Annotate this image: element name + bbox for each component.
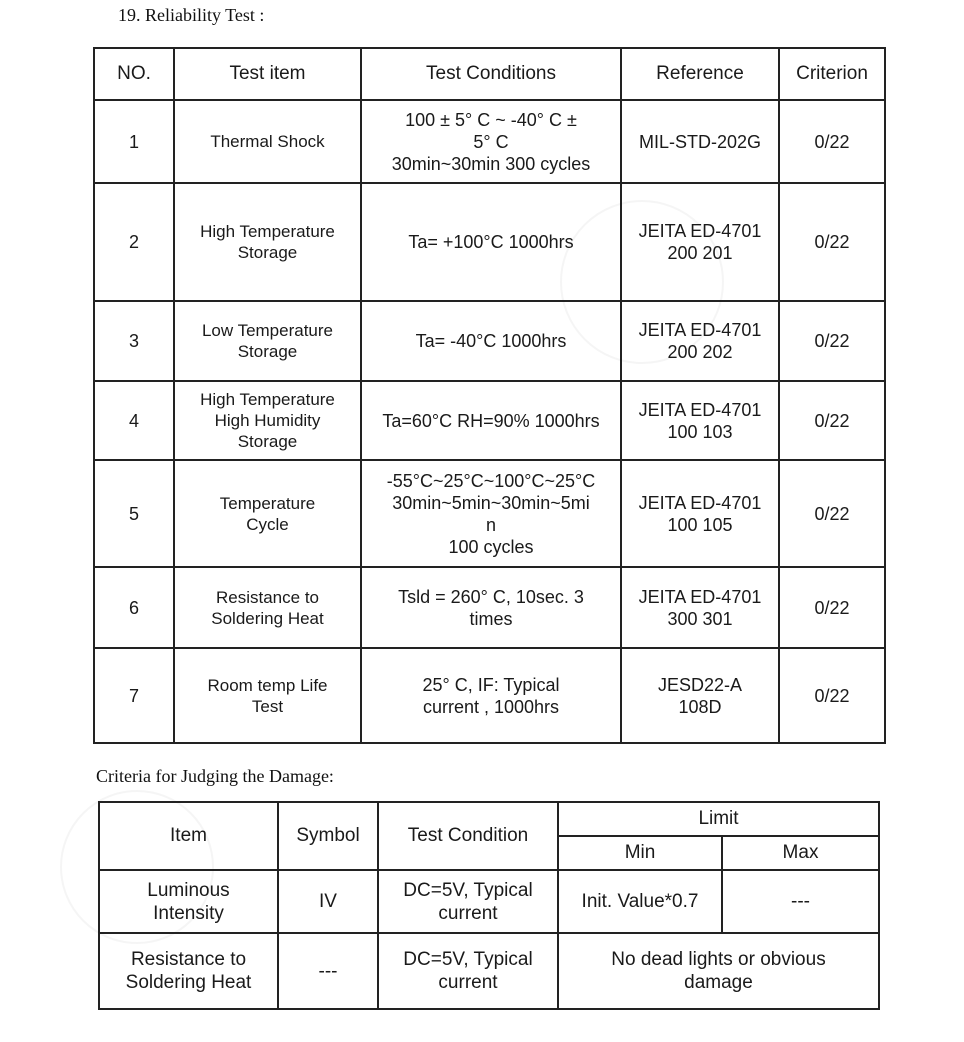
header-limit: Limit (558, 802, 879, 836)
table-row (99, 933, 879, 1009)
reference-cell (621, 100, 779, 183)
test-item-cell (174, 567, 361, 648)
criterion-cell: 0/22 (779, 183, 885, 301)
test-item-cell-line: High Temperature (200, 390, 335, 409)
test-conditions-cell-line: Tsld = 260° C, 10sec. 3 (398, 586, 584, 607)
table-row (94, 183, 885, 301)
test-item-cell-line: Storage (237, 342, 298, 361)
criteria-item-cell (99, 870, 278, 933)
reference-cell-line: 200 202 (667, 342, 733, 362)
row-number: 1 (94, 100, 174, 183)
limit-merged-cell (558, 933, 879, 1009)
table-row (94, 648, 885, 743)
reference-cell-line: 200 201 (667, 243, 733, 263)
table-row (94, 567, 885, 648)
header-no: NO. (94, 48, 174, 100)
reference-cell-line: JEITA ED-4701 (638, 492, 762, 513)
test-item-cell (174, 381, 361, 460)
row-number: 3 (94, 301, 174, 381)
test-item-cell-line: Low Temperature (201, 321, 334, 340)
criteria-item-cell-line: Intensity (153, 902, 224, 924)
test-conditions-cell (361, 301, 621, 381)
table-row (99, 870, 879, 933)
header-reference: Reference (621, 48, 779, 100)
criteria-item-cell (99, 933, 278, 1009)
reference-cell-line: JEITA ED-4701 (638, 399, 762, 420)
section-title: 19. Reliability Test : (118, 5, 265, 25)
header-item: Item (99, 802, 278, 870)
table-row (94, 301, 885, 381)
criterion-cell: 0/22 (779, 381, 885, 460)
reference-cell-line: JEITA ED-4701 (638, 586, 762, 607)
header-symbol: Symbol (278, 802, 378, 870)
test-conditions-cell-line: n (485, 514, 496, 535)
criteria-item-cell-line: Soldering Heat (125, 972, 252, 993)
test-conditions-cell-line: Ta=60°C RH=90% 1000hrs (382, 410, 600, 431)
test-item-cell-line: Room temp Life (207, 675, 328, 695)
test-item-cell-line: Storage (237, 432, 298, 451)
reference-cell-line: MIL-STD-202G (638, 131, 762, 152)
symbol-cell: --- (278, 933, 378, 1009)
row-number: 5 (94, 460, 174, 567)
header-test-condition: Test Condition (378, 802, 558, 870)
test-conditions-cell-line: 25° C, IF: Typical (422, 674, 560, 695)
test-item-cell (174, 301, 361, 381)
test-conditions-cell-line: 30min~30min 300 cycles (391, 153, 591, 174)
test-condition-cell (378, 870, 558, 933)
criteria-title: Criteria for Judging the Damage: (96, 766, 334, 786)
test-conditions-cell-line: 5° C (473, 131, 509, 152)
min-cell: Init. Value*0.7 (558, 870, 722, 933)
test-conditions-cell (361, 460, 621, 567)
reference-cell-line: 300 301 (667, 608, 733, 629)
test-condition-cell-line: DC=5V, Typical (403, 879, 533, 901)
test-item-cell-line: Storage (237, 243, 298, 262)
test-item-cell-line: Cycle (246, 514, 289, 534)
test-conditions-cell-line: 100 ± 5° C ~ -40° C ± (405, 109, 577, 130)
test-item-cell (174, 648, 361, 743)
test-item-cell-line: High Temperature (200, 222, 335, 241)
test-conditions-cell (361, 100, 621, 183)
table-row (94, 460, 885, 567)
header-test-conditions: Test Conditions (361, 48, 621, 100)
test-item-cell-line: Resistance to (216, 587, 319, 607)
reference-cell (621, 567, 779, 648)
table-row (94, 381, 885, 460)
table-header-row (99, 802, 879, 836)
reference-cell (621, 648, 779, 743)
test-conditions-cell (361, 183, 621, 301)
reference-cell-line: JESD22-A (657, 674, 743, 695)
criterion-cell: 0/22 (779, 460, 885, 567)
reference-cell (621, 381, 779, 460)
test-item-cell (174, 460, 361, 567)
test-item-cell-line: Thermal Shock (210, 132, 325, 151)
criterion-cell: 0/22 (779, 648, 885, 743)
table-row (94, 100, 885, 183)
criterion-cell: 0/22 (779, 301, 885, 381)
limit-merged-cell-line: damage (684, 972, 753, 993)
test-item-cell-line: High Humidity (214, 411, 321, 430)
test-conditions-cell (361, 648, 621, 743)
reference-cell-line: JEITA ED-4701 (638, 221, 762, 241)
test-conditions-cell-line: Ta= -40°C 1000hrs (415, 331, 567, 351)
test-condition-cell-line: current (438, 972, 498, 993)
limit-merged-cell-line: No dead lights or obvious (611, 949, 826, 970)
row-number: 7 (94, 648, 174, 743)
test-condition-cell-line: DC=5V, Typical (403, 949, 533, 970)
header-criterion: Criterion (779, 48, 885, 100)
criterion-cell: 0/22 (779, 100, 885, 183)
reference-cell (621, 460, 779, 567)
criteria-item-cell-line: Luminous (147, 879, 230, 901)
test-condition-cell-line: current (438, 902, 498, 924)
row-number: 4 (94, 381, 174, 460)
reliability-test-table (93, 47, 886, 744)
reference-cell-line: 100 103 (667, 421, 733, 442)
test-conditions-cell-line: Ta= +100°C 1000hrs (408, 232, 574, 252)
header-min: Min (558, 836, 722, 870)
header-test-item: Test item (174, 48, 361, 100)
test-conditions-cell-line: -55°C~25°C~100°C~25°C (386, 470, 596, 491)
row-number: 2 (94, 183, 174, 301)
header-max: Max (722, 836, 879, 870)
row-number: 6 (94, 567, 174, 648)
reference-cell (621, 301, 779, 381)
criteria-item-cell-line: Resistance to (130, 949, 247, 970)
damage-criteria-table (98, 801, 880, 1010)
reference-cell-line: 100 105 (667, 514, 733, 535)
test-conditions-cell-line: 30min~5min~30min~5mi (392, 492, 590, 513)
symbol-cell: IV (278, 870, 378, 933)
test-conditions-cell (361, 567, 621, 648)
reference-cell-line: JEITA ED-4701 (638, 320, 762, 340)
test-item-cell-line: Temperature (219, 493, 316, 513)
max-cell: --- (722, 870, 879, 933)
reference-cell-line: 108D (678, 696, 722, 717)
criterion-cell: 0/22 (779, 567, 885, 648)
test-conditions-cell-line: current , 1000hrs (422, 696, 560, 717)
test-item-cell (174, 100, 361, 183)
test-item-cell (174, 183, 361, 301)
test-item-cell-line: Soldering Heat (211, 608, 324, 628)
table-header-row (94, 48, 885, 100)
test-conditions-cell (361, 381, 621, 460)
reference-cell (621, 183, 779, 301)
test-condition-cell (378, 933, 558, 1009)
test-conditions-cell-line: 100 cycles (448, 536, 534, 557)
test-item-cell-line: Test (251, 696, 284, 716)
test-conditions-cell-line: times (469, 608, 513, 629)
